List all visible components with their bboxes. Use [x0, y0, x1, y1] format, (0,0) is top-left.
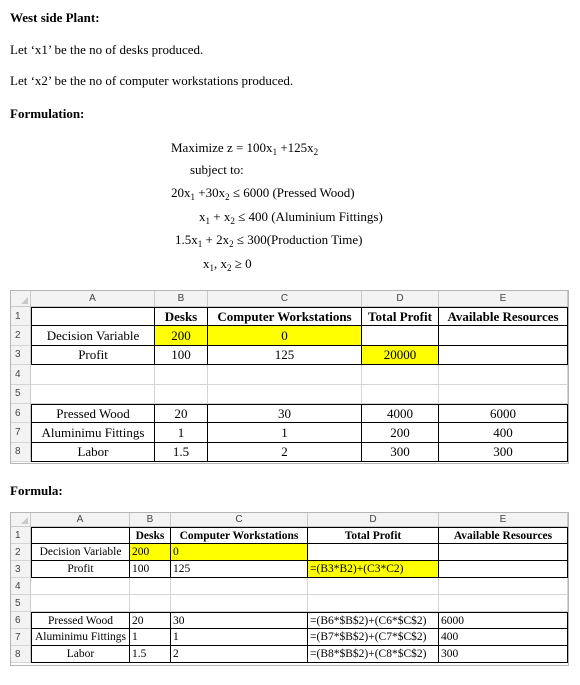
- sheet-cell[interactable]: Desks: [130, 527, 171, 544]
- column-header-row: [11, 513, 568, 527]
- sheet-cell[interactable]: [439, 561, 568, 578]
- sheet-cell[interactable]: Total Profit: [362, 307, 439, 326]
- sheet-cell[interactable]: Pressed Wood: [31, 612, 130, 629]
- sheet-cell[interactable]: 1: [171, 629, 308, 646]
- sheet-cell[interactable]: [308, 595, 439, 612]
- sheet-cell[interactable]: 300: [439, 646, 568, 663]
- select-all-corner[interactable]: [11, 513, 31, 527]
- sheet-cell[interactable]: [171, 595, 308, 612]
- sheet-cell[interactable]: [31, 595, 130, 612]
- sheet-cell[interactable]: 100: [130, 561, 171, 578]
- sheet-row: [11, 578, 568, 595]
- column-header[interactable]: A: [31, 291, 155, 307]
- row-number[interactable]: 5: [11, 385, 31, 404]
- row-number[interactable]: 1: [11, 307, 31, 326]
- sheet-cell[interactable]: 4000: [362, 404, 439, 423]
- sheet-cell[interactable]: 30: [208, 404, 362, 423]
- sheet-cell[interactable]: 125: [208, 346, 362, 365]
- sheet-row: [11, 612, 568, 629]
- sheet-cell[interactable]: Pressed Wood: [31, 404, 155, 423]
- column-header[interactable]: A: [31, 513, 130, 527]
- sheet-cell[interactable]: [362, 365, 439, 384]
- sheet-cell[interactable]: 300: [362, 443, 439, 462]
- sheet-row: [11, 629, 568, 646]
- sheet-cell[interactable]: 100: [155, 346, 208, 365]
- sheet-cell[interactable]: [130, 595, 171, 612]
- formula-heading: Formula:: [10, 483, 63, 498]
- sheet-row: [11, 595, 568, 612]
- column-header[interactable]: D: [308, 513, 439, 527]
- sheet-cell[interactable]: [439, 346, 568, 365]
- row-number[interactable]: 7: [11, 423, 31, 442]
- sheet-cell[interactable]: Available Resources: [439, 307, 568, 326]
- sheet-cell[interactable]: Computer Workstations: [208, 307, 362, 326]
- constraint-pressed-wood: $20x_1 +30x_2 \le 6000$ (Pressed Wood): [171, 185, 355, 202]
- row-number[interactable]: 4: [11, 578, 31, 595]
- sheet-cell[interactable]: =(B7*$B$2)+(C7*$C$2): [308, 629, 439, 646]
- sheet-cell[interactable]: 200: [362, 423, 439, 442]
- objective-function: Maximize $z = 100x_1 +125x_2$: [171, 140, 319, 157]
- row-number[interactable]: 7: [11, 629, 31, 646]
- sheet-cell[interactable]: 1: [130, 629, 171, 646]
- sheet-cell[interactable]: 400: [439, 629, 568, 646]
- sheet-row: [11, 326, 568, 345]
- sheet-cell[interactable]: 300: [439, 443, 568, 462]
- sheet-cell[interactable]: [362, 385, 439, 404]
- sheet-row: [11, 423, 568, 442]
- constraint-production-time: $1.5x_1 + 2x_2$ ≤ 300(Production Time): [175, 232, 363, 249]
- sheet-cell[interactable]: [439, 595, 568, 612]
- sheet-cell[interactable]: 20: [155, 404, 208, 423]
- sheet-row: [11, 404, 568, 423]
- row-number[interactable]: 2: [11, 544, 31, 561]
- row-number[interactable]: 2: [11, 326, 31, 345]
- sheet-cell[interactable]: 200: [130, 544, 171, 561]
- sheet-row: [11, 346, 568, 365]
- sheet-cell[interactable]: 400: [439, 423, 568, 442]
- sheet-cell[interactable]: [171, 578, 308, 595]
- select-all-corner[interactable]: [11, 291, 31, 307]
- sheet-cell[interactable]: [362, 326, 439, 345]
- sheet-cell[interactable]: [31, 365, 155, 384]
- sheet-row: [11, 365, 568, 384]
- sheet-cell[interactable]: Labor: [31, 443, 155, 462]
- sheet-cell[interactable]: [208, 365, 362, 384]
- column-header[interactable]: B: [155, 291, 208, 307]
- sheet-cell[interactable]: Labor: [31, 646, 130, 663]
- row-number[interactable]: 3: [11, 561, 31, 578]
- sheet-cell[interactable]: Profit: [31, 561, 130, 578]
- subject-to-label: subject to:: [190, 162, 244, 177]
- column-header[interactable]: C: [171, 513, 308, 527]
- sheet-cell[interactable]: 125: [171, 561, 308, 578]
- sheet-cell[interactable]: Desks: [155, 307, 208, 326]
- sheet-row: [11, 527, 568, 544]
- sheet-cell[interactable]: [439, 578, 568, 595]
- sheet-cell[interactable]: [308, 544, 439, 561]
- sheet-cell[interactable]: Decision Variable: [31, 544, 130, 561]
- spreadsheet-values: [10, 290, 569, 464]
- column-header[interactable]: D: [362, 291, 439, 307]
- sheet-cell[interactable]: [130, 578, 171, 595]
- sheet-cell[interactable]: =(B3*B2)+(C3*C2): [308, 561, 439, 578]
- sheet-cell[interactable]: 20000: [362, 346, 439, 365]
- row-number[interactable]: 6: [11, 404, 31, 423]
- constraint-aluminium: $x_1 + x_2 \le 400$ (Aluminium Fittings): [199, 209, 383, 226]
- sheet-cell[interactable]: 6000: [439, 612, 568, 629]
- sheet-cell[interactable]: [155, 385, 208, 404]
- sheet-cell[interactable]: Computer Workstations: [171, 527, 308, 544]
- sheet-cell[interactable]: [308, 578, 439, 595]
- row-number[interactable]: 3: [11, 346, 31, 365]
- column-header[interactable]: B: [130, 513, 171, 527]
- column-header[interactable]: E: [439, 513, 568, 527]
- row-number[interactable]: 8: [11, 646, 31, 663]
- sheet-cell[interactable]: Available Resources: [439, 527, 568, 544]
- sheet-cell[interactable]: 200: [155, 326, 208, 345]
- sheet-cell[interactable]: 30: [171, 612, 308, 629]
- column-header[interactable]: C: [208, 291, 362, 307]
- spreadsheet-formulas: [10, 512, 569, 666]
- column-header-row: [11, 291, 568, 307]
- sheet-row: [11, 561, 568, 578]
- sheet-cell[interactable]: Total Profit: [308, 527, 439, 544]
- sheet-cell[interactable]: [31, 578, 130, 595]
- sheet-cell[interactable]: =(B8*$B$2)+(C8*$C$2): [308, 646, 439, 663]
- column-header[interactable]: E: [439, 291, 568, 307]
- constraint-nonnegativity: $x_1$, $x_2 \ge 0$: [203, 256, 252, 273]
- sheet-cell[interactable]: [439, 365, 568, 384]
- row-number[interactable]: 1: [11, 527, 31, 544]
- sheet-cell[interactable]: [31, 527, 130, 544]
- sheet-cell[interactable]: 0: [171, 544, 308, 561]
- sheet-cell[interactable]: Aluminimu Fittings: [31, 423, 155, 442]
- sheet-cell[interactable]: [155, 365, 208, 384]
- sheet-cell[interactable]: 0: [208, 326, 362, 345]
- sheet-row: [11, 385, 568, 404]
- sheet-cell[interactable]: 2: [171, 646, 308, 663]
- formulation-heading: Formulation:: [10, 106, 85, 121]
- row-number[interactable]: 5: [11, 595, 31, 612]
- row-number[interactable]: 4: [11, 365, 31, 384]
- sheet-cell[interactable]: Decision Variable: [31, 326, 155, 345]
- sheet-cell[interactable]: 2: [208, 443, 362, 462]
- sheet-cell[interactable]: [439, 544, 568, 561]
- x2-definition: Let ‘x2’ be the no of computer workstations produced.: [10, 73, 294, 88]
- sheet-cell[interactable]: [31, 385, 155, 404]
- sheet-cell[interactable]: [439, 326, 568, 345]
- row-number[interactable]: 6: [11, 612, 31, 629]
- sheet-cell[interactable]: [439, 385, 568, 404]
- sheet-row: [11, 307, 568, 326]
- sheet-cell[interactable]: 20: [130, 612, 171, 629]
- sheet-cell[interactable]: 1.5: [130, 646, 171, 663]
- sheet-cell[interactable]: [31, 307, 155, 326]
- sheet-cell[interactable]: Profit: [31, 346, 155, 365]
- sheet-cell[interactable]: 6000: [439, 404, 568, 423]
- sheet-row: [11, 544, 568, 561]
- sheet-cell[interactable]: 1: [208, 423, 362, 442]
- sheet-cell[interactable]: 1.5: [155, 443, 208, 462]
- west-plant-heading: West side Plant:: [10, 10, 100, 25]
- sheet-row: [11, 646, 568, 663]
- sheet-cell[interactable]: [208, 385, 362, 404]
- sheet-cell[interactable]: Aluminimu Fittings: [31, 629, 130, 646]
- sheet-cell[interactable]: 1: [155, 423, 208, 442]
- sheet-cell[interactable]: =(B6*$B$2)+(C6*$C$2): [308, 612, 439, 629]
- x1-definition: Let ‘x1’ be the no of desks produced.: [10, 42, 204, 57]
- sheet-row: [11, 443, 568, 462]
- row-number[interactable]: 8: [11, 443, 31, 462]
